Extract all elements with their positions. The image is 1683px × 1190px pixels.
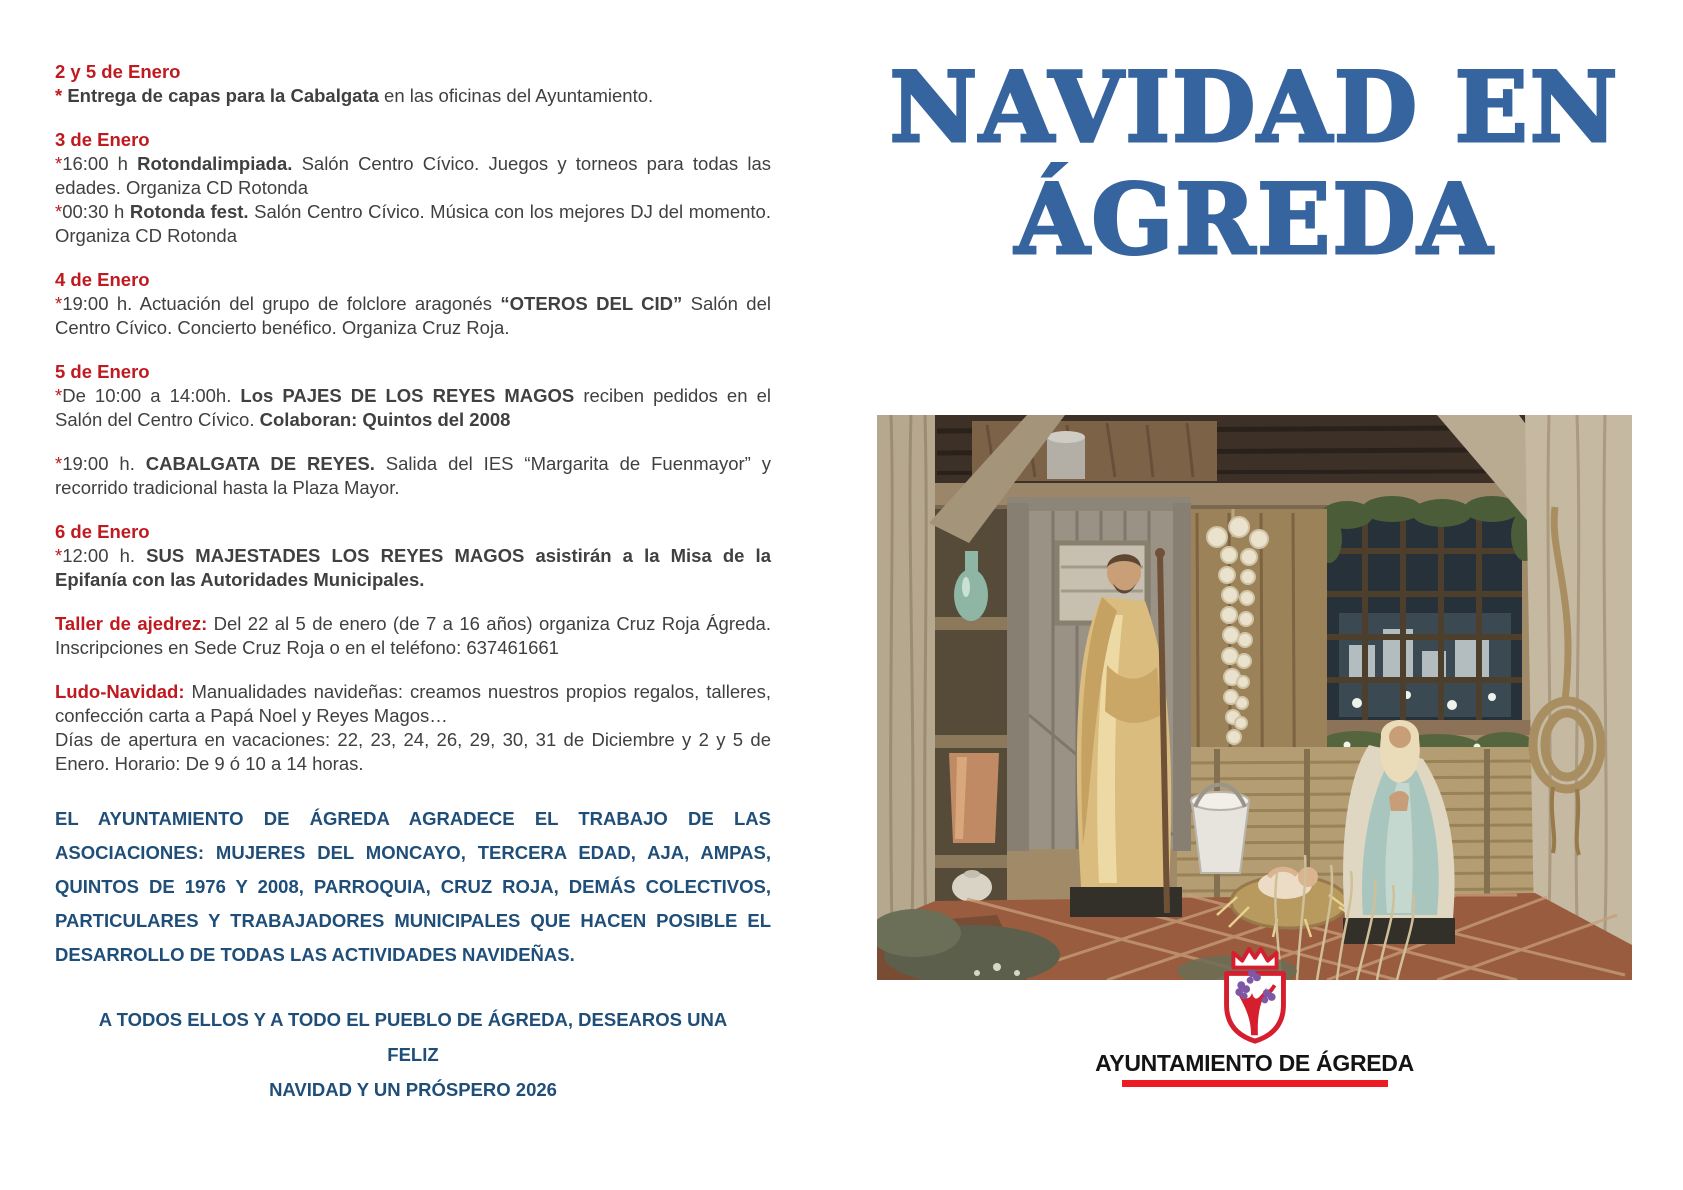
event-text: *19:00 h. CABALGATA DE REYES. Salida del IES “Margarita de Fuenmayor” y recorrido tradicional hasta la Plaza Mayor. bbox=[55, 453, 771, 498]
closing-message bbox=[83, 1002, 743, 1107]
event-text: *16:00 h Rotondalimpiada. Salón Centro Cívico. Juegos y torneos para todas las edades. Organiza CD Rotonda bbox=[55, 153, 771, 198]
event-text: *19:00 h. Actuación del grupo de folclore aragonés “OTEROS DEL CID” Salón del Centro Cívico. Concierto benéfico. Organiza Cruz Roja. bbox=[55, 293, 771, 338]
closing-line-1: A TODOS ELLOS Y A TODO EL PUEBLO DE ÁGREDA, DESEAROS UNA FELIZ bbox=[98, 1009, 728, 1065]
section-heading: 4 de Enero bbox=[55, 269, 150, 290]
logo-red-bar bbox=[1122, 1080, 1388, 1087]
logo-caption: AYUNTAMIENTO DE ÁGREDA bbox=[1095, 1050, 1414, 1076]
section-5-enero bbox=[55, 360, 771, 500]
section-heading: 2 y 5 de Enero bbox=[55, 61, 181, 82]
event-text: Días de apertura en vacaciones: 22, 23, 24, 26, 29, 30, 31 de Diciembre y 2 y 5 de Enero. Horario: De 9 ó 10 a 14 horas. bbox=[55, 729, 771, 774]
section-taller-ajedrez bbox=[55, 612, 771, 660]
section-6-enero bbox=[55, 520, 771, 592]
program-column bbox=[55, 60, 771, 1107]
ayuntamiento-logo bbox=[877, 944, 1632, 1087]
section-4-enero bbox=[55, 268, 771, 340]
section-2-y-5-enero bbox=[55, 60, 771, 108]
nativity-scene-illustration bbox=[877, 415, 1632, 980]
main-title bbox=[877, 52, 1632, 276]
event-text: * Entrega de capas para la Cabalgata en las oficinas del Ayuntamiento. bbox=[55, 85, 654, 106]
acknowledgement-paragraph: EL AYUNTAMIENTO DE ÁGREDA AGRADECE EL TRABAJO DE LAS ASOCIACIONES: MUJERES DEL MONCAYO, TERCERA EDAD, AJA, AMPAS, QUINTOS DE 1976 Y 2008, PARROQUIA, CRUZ ROJA, DEMÁS COLECTIVOS, PARTICULARES Y TRABAJADORES MUNICIPALES QUE HACEN POSIBLE EL DESARROLLO DE TODAS LAS ACTIVIDADES NAVIDEÑAS. bbox=[55, 808, 771, 965]
title-line-1: NAVIDAD EN bbox=[889, 51, 1620, 164]
event-text: Ludo-Navidad: Manualidades navideñas: creamos nuestros propios regalos, talleres, confección carta a Papá Noel y Reyes Magos… bbox=[55, 681, 771, 726]
section-heading: 5 de Enero bbox=[55, 361, 150, 382]
event-text: *00:30 h Rotonda fest. Salón Centro Cívico. Música con los mejores DJ del momento. Organiza CD Rotonda bbox=[55, 201, 771, 246]
section-heading: 3 de Enero bbox=[55, 129, 150, 150]
nativity-photo bbox=[877, 415, 1632, 980]
section-ludo-navidad bbox=[55, 680, 771, 776]
event-text: *De 10:00 a 14:00h. Los PAJES DE LOS REYES MAGOS reciben pedidos en el Salón del Centro Cívico. Colaboran: Quintos del 2008 bbox=[55, 385, 771, 430]
title-line-2: ÁGREDA bbox=[1014, 163, 1495, 276]
closing-line-2: NAVIDAD Y UN PRÓSPERO 2026 bbox=[269, 1079, 557, 1100]
event-text: Taller de ajedrez: Del 22 al 5 de enero (de 7 a 16 años) organiza Cruz Roja Ágreda. Inscripciones en Sede Cruz Roja o en el teléfono: 637461661 bbox=[55, 613, 771, 658]
section-heading: 6 de Enero bbox=[55, 521, 150, 542]
agreda-coat-of-arms-icon bbox=[1196, 944, 1314, 1048]
event-text: *12:00 h. SUS MAJESTADES LOS REYES MAGOS asistirán a la Misa de la Epifanía con las Autoridades Municipales. bbox=[55, 545, 771, 590]
section-3-enero bbox=[55, 128, 771, 248]
